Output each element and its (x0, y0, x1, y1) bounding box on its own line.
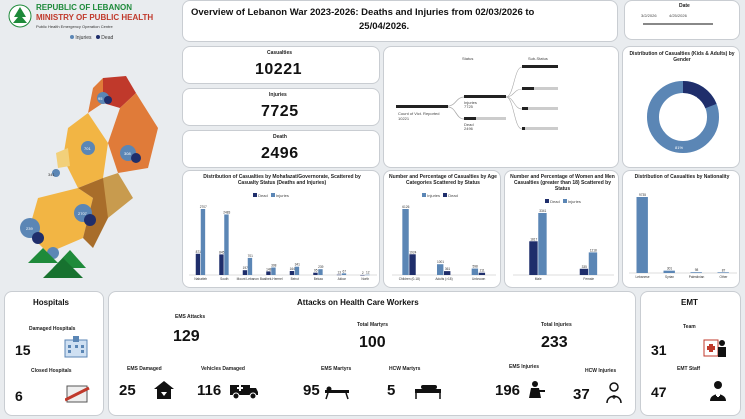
age-chart-card (383, 170, 501, 288)
bar (313, 273, 317, 275)
map-value-label: 341 (48, 172, 55, 177)
bar (580, 269, 588, 275)
donut-outer-label: 81% (675, 145, 684, 150)
decomp-dead-value: 2496 (464, 126, 473, 131)
category-tick-label: Mount Lebanon (236, 277, 259, 281)
ems-injuries-value: 196 (495, 382, 521, 399)
age-legend (422, 193, 458, 198)
category-tick-label: Adults (>18) (435, 277, 453, 281)
decomp-injuries-label: Injuries (464, 100, 477, 105)
gender-chart-card (504, 170, 619, 288)
bar (479, 273, 485, 275)
death-value: 2496 (261, 145, 299, 162)
damaged-hospitals-value: 15 (15, 342, 31, 358)
legend-injuries-swatch-icon (563, 199, 567, 203)
ambulance-icon (229, 380, 259, 400)
age-chart-title: Number and Percentage of Casualties by Age Categories Scattered by Status (389, 174, 497, 186)
ems-attacks-value: 129 (173, 328, 200, 345)
legend-dot-injuries-icon (70, 35, 74, 39)
data-label: 1817 (530, 237, 538, 242)
ems-martyrs-label: EMS Martyrs (321, 366, 352, 372)
bar (337, 275, 341, 276)
governorate-chart-card (182, 170, 380, 288)
casualties-label: Casualties (267, 50, 293, 56)
decomp-dead-bar[interactable] (464, 117, 476, 120)
injuries-value: 7725 (261, 103, 299, 120)
data-label: 335 (581, 264, 587, 269)
data-label: 701 (247, 253, 253, 258)
bar (718, 272, 729, 273)
death-label: Death (273, 134, 287, 140)
category-tick-label: Akkar (337, 277, 346, 281)
damaged-house-icon (153, 380, 175, 400)
bar (691, 272, 702, 273)
injured-person-icon (525, 380, 547, 400)
bar (589, 252, 597, 275)
data-label: 341 (294, 262, 300, 267)
data-label: 197 (242, 266, 248, 271)
gov-legend (253, 193, 289, 198)
date-from-input[interactable]: 3/2/2026 (641, 13, 657, 18)
ems-damaged-value: 25 (119, 382, 136, 399)
bar (402, 209, 408, 275)
hospital-bed-icon (413, 382, 443, 400)
bar (290, 271, 294, 275)
bar (201, 209, 205, 275)
category-tick-label: Children (0-18) (398, 277, 420, 281)
date-slider[interactable] (643, 23, 713, 25)
bar (219, 254, 223, 275)
decomp-filter-status[interactable]: Status (462, 56, 474, 61)
decomp-leaf-bar-bg (525, 127, 558, 130)
decomp-leaf-bar[interactable] (522, 87, 534, 90)
bar (271, 267, 275, 275)
vehicles-damaged-value: 116 (197, 382, 222, 399)
decomp-dead-bar-bg (476, 117, 506, 120)
decomp-dead-label: Dead (464, 122, 474, 127)
emt-team-value: 31 (651, 342, 667, 358)
org-line3: Public Health Emergency Operation Centre (36, 24, 113, 29)
region-beirut (56, 148, 70, 168)
data-label: 6126 (402, 205, 410, 209)
lebanon-map (8, 48, 178, 288)
bar (196, 254, 200, 275)
data-label: 301 (666, 266, 673, 271)
bar (318, 269, 322, 275)
org-line2: MINISTRY OF PUBLIC HEALTH (36, 13, 154, 22)
page-title-line1: Overview of Lebanon War 2023-2026: Deaths and Injuries from 02/03/2026 to (191, 7, 535, 18)
bar (437, 264, 443, 275)
decomp-leaf-bar-bg (528, 107, 558, 110)
casualties-value: 10221 (255, 61, 302, 78)
data-label: 598 (472, 264, 478, 269)
decomposition-tree-card (383, 46, 619, 168)
closed-hospitals-label: Closed Hospitals (31, 368, 72, 374)
bar (538, 213, 546, 275)
map-value-label: 95 (98, 96, 103, 101)
gender-donut-chart (623, 69, 740, 168)
gender-legend-dead: Dead (550, 199, 560, 204)
decomp-injuries-bar[interactable] (464, 95, 506, 98)
bar (224, 214, 228, 275)
age-legend-dead: Dead (448, 193, 458, 198)
map-value-label: 239 (26, 226, 33, 231)
category-tick-label: Syrian (664, 275, 675, 279)
ems-damaged-label: EMS Damaged (127, 366, 162, 372)
data-label: 87 (721, 268, 726, 273)
decomp-root-label: Count of Vict. Reported (398, 111, 440, 116)
total-martyrs-value: 100 (359, 334, 386, 351)
data-label: 2483 (223, 210, 231, 215)
ems-martyrs-value: 95 (303, 382, 320, 399)
data-label: 164 (289, 267, 295, 272)
bar (444, 271, 450, 275)
logo-block (8, 2, 178, 46)
bar (266, 271, 270, 275)
data-label: 1218 (589, 248, 597, 253)
data-label: 1001 (436, 260, 445, 265)
injuries-label: Injuries (269, 92, 287, 98)
map-value-label: 2707 (78, 211, 87, 216)
gender-chart-title: Number and Percentage of Women and Men Casualties (greater than 18) Scattered by Status (510, 174, 615, 192)
age-legend-injuries: Injuries (427, 193, 441, 198)
emt-staff-value: 47 (651, 384, 667, 400)
legend-injuries-swatch-icon (271, 193, 275, 197)
data-label: 95 (313, 268, 318, 273)
emt-team-label: Team (683, 324, 696, 330)
data-label: 148 (266, 267, 272, 272)
decomp-leaf-bar[interactable] (522, 65, 558, 68)
closed-hospitals-value: 6 (15, 388, 23, 404)
nationality-bar-chart (623, 189, 740, 285)
cedar-logo-icon (8, 4, 32, 28)
date-filter-card (624, 0, 740, 40)
category-tick-label: Lebanese (635, 275, 650, 279)
emt-staff-label: EMT Staff (677, 366, 701, 372)
nationality-chart-title: Distribution of Casualties by Nationality (634, 174, 730, 180)
legend-dead-label: Dead (101, 35, 114, 41)
date-to-input[interactable]: 4/25/2026 (669, 13, 687, 18)
date-filter-label: Date (679, 3, 690, 9)
map-bubble (131, 153, 141, 163)
data-label: 871 (195, 249, 201, 254)
data-label: 3341 (539, 209, 547, 213)
bar (248, 258, 252, 275)
governorate-bar-chart (183, 201, 380, 287)
bar (342, 273, 346, 275)
legend-dead-swatch-icon (443, 193, 447, 197)
map-bubble (104, 96, 112, 104)
gender-legend-injuries: Injuries (567, 199, 581, 204)
bar (243, 270, 247, 275)
data-label: 239 (318, 265, 324, 270)
injuries-card (182, 88, 380, 126)
attacks-title: Attacks on Health Care Workers (297, 298, 419, 307)
emt-staff-icon (707, 380, 729, 402)
nationality-chart-card (622, 170, 740, 288)
total-injuries-label: Total Injuries (541, 322, 572, 328)
data-label: 98 (694, 268, 699, 273)
hcw-injuries-label: HCW Injuries (585, 368, 617, 374)
category-tick-label: Male (534, 277, 542, 281)
gender-bar-chart (505, 205, 619, 287)
data-label: 2707 (199, 205, 207, 209)
health-worker-injured-icon (603, 382, 625, 404)
data-label: 211 (479, 268, 485, 273)
attacks-card (108, 291, 636, 416)
map-legend (70, 35, 113, 41)
category-tick-label: South (220, 277, 229, 281)
bar (529, 241, 537, 275)
closed-hospital-icon (65, 382, 91, 404)
legend-injuries-swatch-icon (422, 193, 426, 197)
casualties-card (182, 46, 380, 84)
bar (409, 254, 415, 275)
decomp-filter-substatus[interactable]: Sub-Status (528, 56, 548, 61)
gov-chart-title: Distribution of Casualties by Mohafazat/Governorate, Scattered by Casualty Status (Deaths and Injuries) (203, 174, 361, 186)
hcw-martyrs-label: HCW Martyrs (389, 366, 421, 372)
category-tick-label: North (361, 277, 370, 281)
total-injuries-value: 233 (541, 334, 568, 351)
category-tick-label: Beirut (290, 277, 299, 281)
org-line1: REPUBLIC OF LEBANON (36, 3, 132, 12)
category-tick-label: Other (719, 275, 728, 279)
bar (664, 271, 675, 273)
hcw-martyrs-value: 5 (387, 382, 396, 399)
category-tick-label: Palestinian (688, 275, 705, 279)
vehicles-damaged-label: Vehicles Damaged (201, 366, 245, 372)
gov-legend-injuries: Injuries (275, 193, 289, 198)
legend-injuries-label: Injuries (75, 35, 92, 41)
hospital-building-icon (63, 336, 89, 358)
title-card (182, 0, 618, 42)
donut-inner-label: 19% (689, 95, 698, 100)
legend-dead-swatch-icon (253, 193, 257, 197)
data-label: 9735 (638, 193, 647, 197)
data-label: 12 (365, 270, 370, 275)
emt-title: EMT (681, 298, 698, 307)
gov-legend-dead: Dead (258, 193, 268, 198)
decomp-connectors (384, 47, 619, 168)
decomp-root-value: 10221 (398, 116, 410, 121)
category-tick-label: Bekaa (313, 277, 323, 281)
gender-donut-card (622, 46, 740, 168)
death-card (182, 130, 380, 168)
data-label: 1924 (409, 250, 417, 255)
data-label: 2 (361, 270, 364, 275)
age-bar-chart (384, 201, 501, 287)
donut-title: Distribution of Casualties (Kids & Adults) by Gender (629, 51, 735, 63)
map-bubble (32, 232, 44, 244)
hcw-injuries-value: 37 (573, 386, 590, 403)
decomp-leaf-bar-bg (534, 87, 558, 90)
total-martyrs-label: Total Martyrs (357, 322, 389, 328)
gender-legend (545, 199, 581, 204)
bar (637, 197, 648, 273)
map-value-label: 308 (124, 151, 131, 156)
map-value-label: 701 (84, 146, 91, 151)
decomp-injuries-value: 7725 (464, 104, 473, 109)
bar (365, 275, 369, 276)
hospitals-card (4, 291, 104, 416)
damaged-hospitals-label: Damaged Hospitals (29, 326, 76, 332)
hospitals-title: Hospitals (33, 298, 70, 307)
bar (295, 267, 299, 275)
data-label: 845 (219, 250, 225, 255)
bar (472, 269, 478, 275)
category-tick-label: Baalbek-Hermel (259, 277, 283, 281)
legend-dead-swatch-icon (545, 199, 549, 203)
medical-team-icon (703, 336, 729, 358)
bar (360, 275, 364, 276)
data-label: 67 (342, 269, 347, 274)
category-tick-label: Nabatieh (194, 277, 208, 281)
category-tick-label: Unknown (472, 277, 486, 281)
category-tick-label: Female (583, 277, 595, 281)
data-label: 308 (271, 263, 277, 268)
ems-injuries-label: EMS Injuries (509, 364, 540, 370)
legend-dot-dead-icon (96, 35, 100, 39)
data-label: 13 (337, 270, 342, 275)
stretcher-icon (323, 386, 351, 400)
emt-card (640, 291, 741, 416)
page-title-line2: 25/04/2026. (359, 21, 410, 32)
data-label: 361 (444, 267, 451, 272)
ems-attacks-label: EMS Attacks (175, 314, 206, 320)
